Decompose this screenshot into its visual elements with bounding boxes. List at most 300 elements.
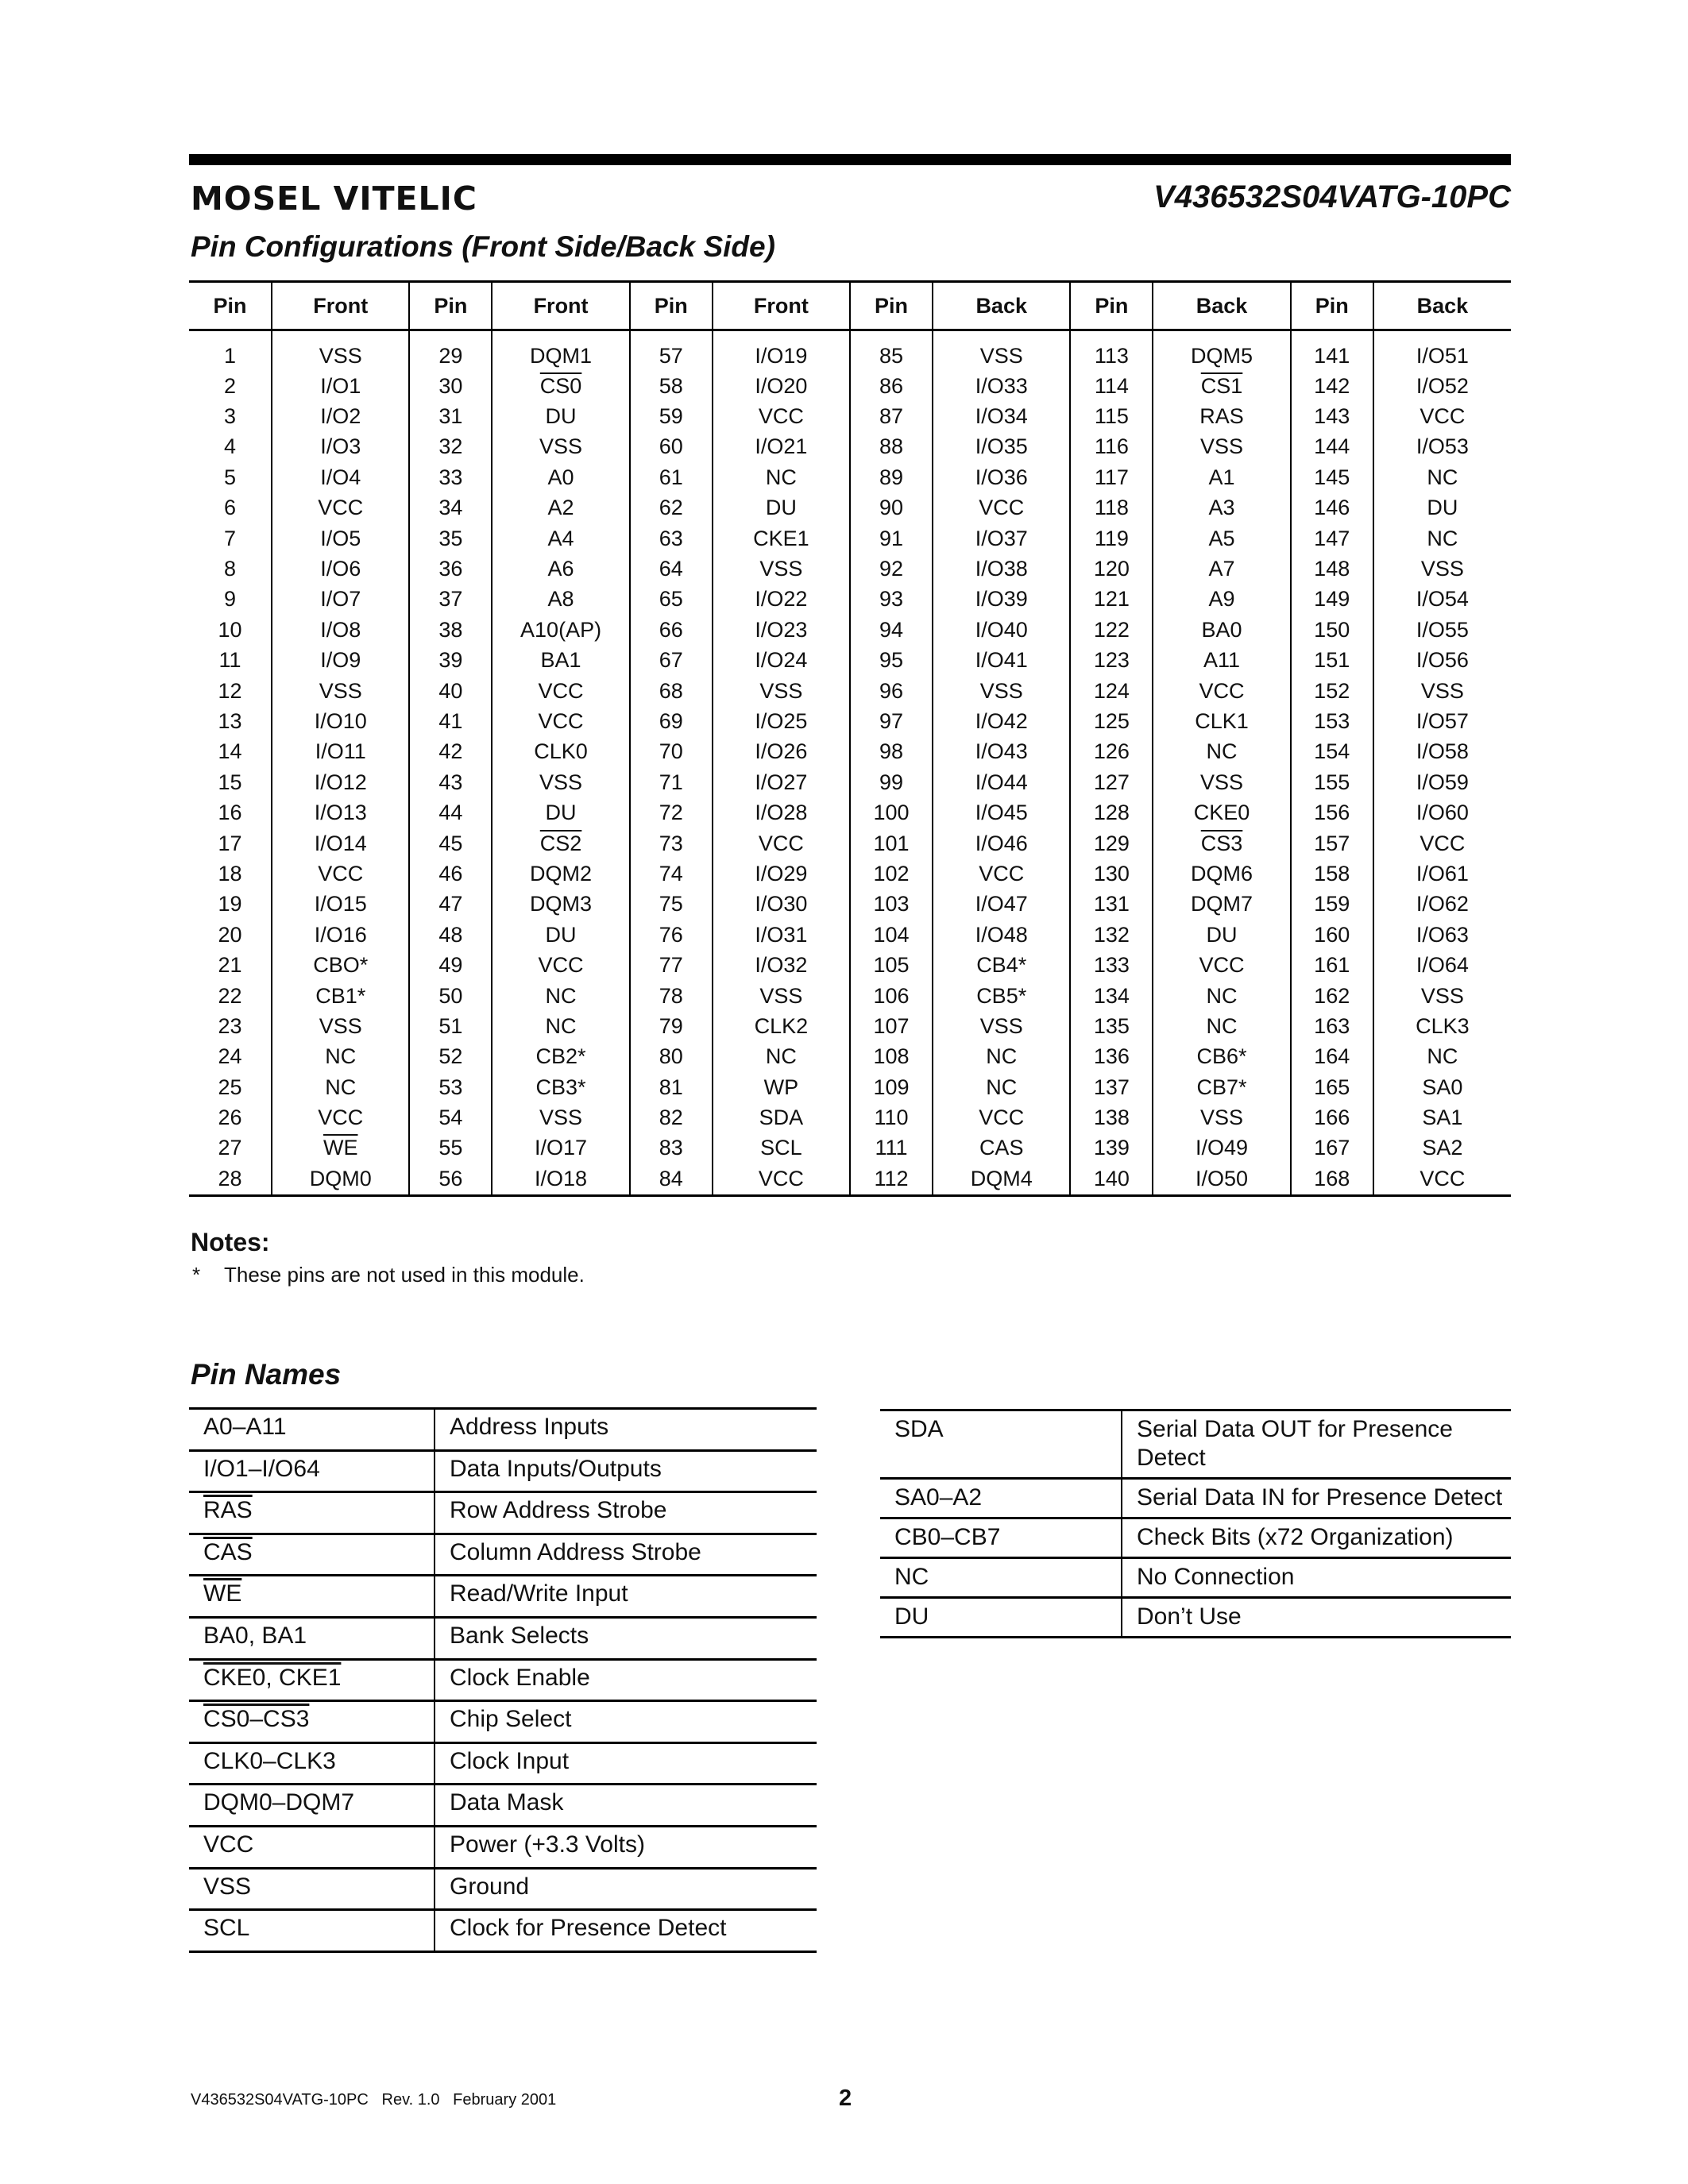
table-row [189, 493, 1511, 523]
pin-number-cell: 41 [409, 706, 492, 736]
pin-signal-cell: CB3* [492, 1072, 629, 1102]
column-header: Front [713, 282, 850, 330]
pin-number-cell: 68 [630, 676, 713, 706]
pin-description-cell: Clock Enable [435, 1659, 817, 1701]
footer-doc-info: V436532S04VATG-10PC Rev. 1.0 February 2001 [191, 2091, 557, 2109]
pin-number-cell: 132 [1070, 920, 1153, 950]
pin-signal-cell: A9 [1153, 585, 1290, 615]
pin-signal-cell: VCC [713, 1163, 850, 1195]
pin-signal-cell: I/O57 [1416, 708, 1469, 733]
pin-name-cell: SDA [880, 1410, 1122, 1479]
pin-signal-cell: I/O18 [492, 1163, 629, 1195]
table-row [189, 523, 1511, 554]
pin-number-cell: 43 [409, 767, 492, 797]
table-row [189, 1785, 817, 1827]
pin-signal-cell: I/O45 [933, 797, 1070, 828]
pin-number-cell: 126 [1070, 737, 1153, 767]
pin-signal-cell: CLK1 [1153, 706, 1290, 736]
pin-number-cell: 81 [630, 1072, 713, 1102]
pin-config-title: Pin Configurations (Front Side/Back Side) [191, 230, 775, 263]
pin-signal-cell: I/O4 [272, 462, 409, 492]
pin-number-cell: 166 [1291, 1102, 1373, 1133]
table-row [880, 1479, 1511, 1518]
pin-number-cell: 103 [850, 889, 933, 920]
pin-signal-cell: A11 [1153, 646, 1290, 676]
pin-name-cell: CB0–CB7 [880, 1518, 1122, 1558]
pin-signal-cell: I/O60 [1416, 801, 1469, 825]
pin-signal-cell: VCC [933, 1102, 1070, 1133]
pin-signal-cell: A1 [1153, 462, 1290, 492]
pin-name-cell: $\overline{CAS}$ [189, 1534, 435, 1576]
pin-number-cell: 66 [630, 615, 713, 645]
pin-description-cell: No Connection [1122, 1558, 1511, 1598]
pin-signal-cell: DQM1 [492, 330, 629, 372]
pin-number-cell: 105 [850, 950, 933, 980]
pin-number-cell: 61 [630, 462, 713, 492]
pin-signal-cell: I/O59 [1416, 770, 1469, 794]
pin-signal-cell: NC [933, 1042, 1070, 1072]
pin-description-cell: Bank Selects [435, 1617, 817, 1659]
pin-signal-cell: A10(AP) [492, 615, 629, 645]
pin-signal-cell: DQM7 [1153, 889, 1290, 920]
pin-number-cell: 137 [1070, 1072, 1153, 1102]
pin-name-cell: CS0–CS3 [189, 1701, 435, 1743]
pin-number-cell: 133 [1070, 950, 1153, 980]
pin-number-cell: 101 [850, 828, 933, 859]
pin-number-cell: 138 [1070, 1102, 1153, 1133]
pin-signal-cell: I/O10 [272, 706, 409, 736]
pin-signal-cell: NC [492, 981, 629, 1011]
pin-number-cell: 12 [189, 676, 272, 706]
column-header: Pin [1291, 282, 1373, 330]
pin-number-cell: 37 [409, 585, 492, 615]
pin-signal-cell: I/O53 [1416, 434, 1469, 459]
table-row [189, 1163, 1511, 1195]
pin-signal-cell: I/O47 [933, 889, 1070, 920]
pin-number-cell: 6 [189, 493, 272, 523]
table-row [189, 585, 1511, 615]
pin-number-cell: 84 [630, 1163, 713, 1195]
pin-number-cell: 15 [189, 767, 272, 797]
pin-name-cell: $\overline{WE}$ [189, 1576, 435, 1618]
pin-signal-cell: DQM4 [933, 1163, 1070, 1195]
pin-signal-cell: WP [713, 1072, 850, 1102]
table-row [189, 767, 1511, 797]
pin-name-cell: VSS [189, 1868, 435, 1910]
pin-number-cell: 17 [189, 828, 272, 859]
pin-signal-cell: NC [713, 462, 850, 492]
pin-number-cell: 97 [850, 706, 933, 736]
pin-name-cell: VCC [189, 1826, 435, 1868]
pin-signal-cell: I/O38 [933, 554, 1070, 584]
pin-number-cell: 145 [1291, 462, 1373, 492]
pin-signal-cell: I/O55 [1416, 617, 1469, 642]
table-row [189, 615, 1511, 645]
pin-signal-cell: VSS [1153, 432, 1290, 462]
column-header: Front [492, 282, 629, 330]
pin-description-cell: Data Inputs/Outputs [435, 1450, 817, 1492]
pin-signal-cell: DQM2 [492, 859, 629, 889]
pin-number-cell: 108 [850, 1042, 933, 1072]
pin-number-cell: 135 [1070, 1011, 1153, 1041]
pin-number-cell: 70 [630, 737, 713, 767]
pin-number-cell: 153 [1291, 706, 1373, 736]
pin-number-cell: 71 [630, 767, 713, 797]
pin-signal-cell: DU [492, 797, 629, 828]
column-header: Front [272, 282, 409, 330]
pin-signal-cell: I/O43 [933, 737, 1070, 767]
pin-number-cell: 3 [189, 401, 272, 431]
pin-number-cell: 18 [189, 859, 272, 889]
pin-number-cell: 59 [630, 401, 713, 431]
pin-signal-cell: I/O21 [713, 432, 850, 462]
pin-number-cell: 39 [409, 646, 492, 676]
pin-name-cell: I/O1–I/O64 [189, 1450, 435, 1492]
pin-names-table-left [189, 1407, 817, 1953]
pin-number-cell: 120 [1070, 554, 1153, 584]
table-row [189, 1868, 817, 1910]
pin-description-cell: Don’t Use [1122, 1598, 1511, 1638]
pin-signal-cell: I/O16 [272, 920, 409, 950]
pin-signal-cell: VSS [713, 981, 850, 1011]
pin-signal-cell: I/O24 [713, 646, 850, 676]
pin-signal-cell: CB1* [272, 981, 409, 1011]
column-header: Back [933, 282, 1070, 330]
pin-number-cell: 14 [189, 737, 272, 767]
pin-number-cell: 90 [850, 493, 933, 523]
pin-signal-cell: I/O62 [1416, 892, 1469, 916]
pin-number-cell: 20 [189, 920, 272, 950]
pin-number-cell: 93 [850, 585, 933, 615]
pin-signal-cell: I/O37 [933, 523, 1070, 554]
pin-signal-cell: RAS [1153, 401, 1290, 431]
pin-number-cell: 72 [630, 797, 713, 828]
pin-number-cell: 44 [409, 797, 492, 828]
pin-number-cell: 47 [409, 889, 492, 920]
pin-signal-cell: A4 [492, 523, 629, 554]
pin-number-cell: 40 [409, 676, 492, 706]
pin-signal-cell: VCC [492, 706, 629, 736]
pin-config-header-row [189, 282, 1511, 330]
pin-signal-cell: I/O23 [713, 615, 850, 645]
pin-signal-cell: VSS [1153, 1102, 1290, 1133]
pin-signal-cell: VSS [492, 1102, 629, 1133]
pin-number-cell: 152 [1291, 676, 1373, 706]
table-row [189, 1450, 817, 1492]
pin-number-cell: 96 [850, 676, 933, 706]
pin-number-cell: 151 [1291, 646, 1373, 676]
pin-name-cell: SA0–A2 [880, 1479, 1122, 1518]
pin-number-cell: 111 [850, 1133, 933, 1163]
pin-number-cell: 156 [1291, 797, 1373, 828]
table-row [189, 646, 1511, 676]
pin-signal-cell: BA1 [492, 646, 629, 676]
pin-number-cell: 53 [409, 1072, 492, 1102]
pin-signal-cell: VSS [713, 554, 850, 584]
pin-number-cell: 94 [850, 615, 933, 645]
pin-number-cell: 100 [850, 797, 933, 828]
pin-number-cell: 161 [1291, 950, 1373, 980]
table-row [880, 1410, 1511, 1479]
pin-number-cell: 123 [1070, 646, 1153, 676]
pin-signal-cell: I/O6 [272, 554, 409, 584]
pin-number-cell: 67 [630, 646, 713, 676]
pin-number-cell: 85 [850, 330, 933, 372]
pin-signal-cell: CS1 [1153, 371, 1290, 401]
pin-number-cell: 116 [1070, 432, 1153, 462]
pin-signal-cell: DQM6 [1153, 859, 1290, 889]
pin-signal-cell: I/O48 [933, 920, 1070, 950]
pin-signal-cell: DU [492, 401, 629, 431]
pin-signal-cell: CB5* [933, 981, 1070, 1011]
pin-number-cell: 55 [409, 1133, 492, 1163]
pin-number-cell: 92 [850, 554, 933, 584]
pin-number-cell: 27 [189, 1133, 272, 1163]
pin-signal-cell: VCC [492, 950, 629, 980]
pin-number-cell: 23 [189, 1011, 272, 1041]
pin-signal-cell: I/O44 [933, 767, 1070, 797]
pin-number-cell: 155 [1291, 767, 1373, 797]
pin-number-cell: 130 [1070, 859, 1153, 889]
pin-signal-cell: VSS [1420, 983, 1464, 1008]
pin-number-cell: 52 [409, 1042, 492, 1072]
pin-signal-cell: I/O7 [272, 585, 409, 615]
pin-number-cell: 112 [850, 1163, 933, 1195]
pin-signal-cell: I/O49 [1153, 1133, 1290, 1163]
table-row [189, 828, 1511, 859]
table-row [189, 859, 1511, 889]
pin-number-cell: 142 [1291, 371, 1373, 401]
pin-number-cell: 73 [630, 828, 713, 859]
pin-signal-cell: A0 [492, 462, 629, 492]
pin-number-cell: 2 [189, 371, 272, 401]
pin-signal-cell: A8 [492, 585, 629, 615]
pin-number-cell: 140 [1070, 1163, 1153, 1195]
table-row [189, 920, 1511, 950]
pin-number-cell: 147 [1291, 523, 1373, 554]
table-row [189, 462, 1511, 492]
pin-signal-cell: VSS [933, 330, 1070, 372]
pin-number-cell: 86 [850, 371, 933, 401]
pin-description-cell: Address Inputs [435, 1409, 817, 1451]
pin-name-cell: DQM0–DQM7 [189, 1785, 435, 1827]
pin-signal-cell: VSS [713, 676, 850, 706]
pin-number-cell: 129 [1070, 828, 1153, 859]
pin-number-cell: 163 [1291, 1011, 1373, 1041]
pin-signal-cell: VCC [1153, 676, 1290, 706]
table-row [189, 1742, 817, 1785]
pin-number-cell: 109 [850, 1072, 933, 1102]
pin-number-cell: 134 [1070, 981, 1153, 1011]
pin-signal-cell: VSS [933, 1011, 1070, 1041]
pin-number-cell: 114 [1070, 371, 1153, 401]
pin-number-cell: 49 [409, 950, 492, 980]
pin-signal-cell: SA0 [1422, 1075, 1463, 1099]
part-number: V436532S04VATG-10PC [1153, 179, 1511, 214]
pin-signal-cell: I/O15 [272, 889, 409, 920]
pin-number-cell: 56 [409, 1163, 492, 1195]
pin-number-cell: 42 [409, 737, 492, 767]
pin-signal-cell: SCL [713, 1133, 850, 1163]
pin-signal-cell: DU [1153, 920, 1290, 950]
pin-number-cell: 128 [1070, 797, 1153, 828]
pin-signal-cell: VSS [492, 767, 629, 797]
pin-signal-cell: I/O42 [933, 706, 1070, 736]
table-row [880, 1558, 1511, 1598]
pin-number-cell: 159 [1291, 889, 1373, 920]
pin-signal-cell: NC [272, 1072, 409, 1102]
pin-signal-cell: I/O2 [272, 401, 409, 431]
pin-signal-cell: I/O22 [713, 585, 850, 615]
pin-number-cell: 77 [630, 950, 713, 980]
pin-signal-cell: NC [1153, 1011, 1290, 1041]
pin-signal-cell: SDA [713, 1102, 850, 1133]
pin-number-cell: 110 [850, 1102, 933, 1133]
table-row [189, 1534, 817, 1576]
pin-number-cell: 115 [1070, 401, 1153, 431]
pin-signal-cell: VCC [713, 828, 850, 859]
pin-number-cell: 35 [409, 523, 492, 554]
table-row [189, 950, 1511, 980]
table-row [189, 1492, 817, 1534]
pin-number-cell: 82 [630, 1102, 713, 1133]
pin-number-cell: 80 [630, 1042, 713, 1072]
table-row [189, 706, 1511, 736]
pin-number-cell: 106 [850, 981, 933, 1011]
pin-signal-cell: NC [272, 1042, 409, 1072]
pin-signal-cell: CB7* [1153, 1072, 1290, 1102]
pin-signal-cell: I/O32 [713, 950, 850, 980]
pin-number-cell: 113 [1070, 330, 1153, 372]
pin-signal-cell: NC [1153, 737, 1290, 767]
pin-number-cell: 121 [1070, 585, 1153, 615]
pin-number-cell: 162 [1291, 981, 1373, 1011]
pin-signal-cell: VSS [272, 330, 409, 372]
pin-signal-cell: I/O64 [1416, 953, 1469, 978]
pin-number-cell: 29 [409, 330, 492, 372]
pin-signal-cell: CKE1 [713, 523, 850, 554]
pin-signal-cell: CAS [933, 1133, 1070, 1163]
pin-signal-cell: CBO* [272, 950, 409, 980]
pin-number-cell: 146 [1291, 493, 1373, 523]
pin-signal-cell: VCC [1420, 404, 1466, 429]
pin-description-cell: Ground [435, 1868, 817, 1910]
pin-number-cell: 118 [1070, 493, 1153, 523]
pin-number-cell: 63 [630, 523, 713, 554]
page-number: 2 [839, 2086, 852, 2111]
pin-number-cell: 158 [1291, 859, 1373, 889]
table-row [189, 1133, 1511, 1163]
table-row [189, 401, 1511, 431]
pin-signal-cell: DQM3 [492, 889, 629, 920]
table-row [189, 737, 1511, 767]
pin-number-cell: 16 [189, 797, 272, 828]
pin-signal-cell: BA0 [1153, 615, 1290, 645]
pin-signal-cell: DU [1427, 496, 1458, 520]
pin-signal-cell: I/O61 [1416, 861, 1469, 886]
pin-signal-cell: I/O30 [713, 889, 850, 920]
pin-number-cell: 160 [1291, 920, 1373, 950]
pin-signal-cell: VCC [933, 493, 1070, 523]
table-row [189, 1102, 1511, 1133]
column-header: Back [1373, 282, 1511, 330]
pin-number-cell: 65 [630, 585, 713, 615]
pin-number-cell: 149 [1291, 585, 1373, 615]
pin-number-cell: 78 [630, 981, 713, 1011]
pin-number-cell: 89 [850, 462, 933, 492]
pin-number-cell: 79 [630, 1011, 713, 1041]
pin-signal-cell: CLK3 [1416, 1013, 1470, 1038]
pin-signal-cell: I/O9 [272, 646, 409, 676]
pin-signal-cell: I/O27 [713, 767, 850, 797]
table-row [189, 1659, 817, 1701]
pin-number-cell: 164 [1291, 1042, 1373, 1072]
pin-number-cell: 107 [850, 1011, 933, 1041]
pin-description-cell: Column Address Strobe [435, 1534, 817, 1576]
pin-number-cell: 165 [1291, 1072, 1373, 1102]
pin-signal-cell: VSS [933, 676, 1070, 706]
pin-signal-cell: SA2 [1422, 1136, 1463, 1160]
pin-signal-cell: I/O5 [272, 523, 409, 554]
pin-number-cell: 98 [850, 737, 933, 767]
table-row [189, 432, 1511, 462]
pin-number-cell: 4 [189, 432, 272, 462]
column-header: Back [1153, 282, 1290, 330]
header-rule [189, 154, 1511, 165]
pin-signal-cell: I/O20 [713, 371, 850, 401]
pin-number-cell: 154 [1291, 737, 1373, 767]
pin-signal-cell: I/O17 [492, 1133, 629, 1163]
pin-signal-cell: I/O63 [1416, 922, 1469, 947]
pin-signal-cell: I/O29 [713, 859, 850, 889]
pin-number-cell: 1 [189, 330, 272, 372]
pin-signal-cell: NC [1427, 526, 1458, 550]
pin-number-cell: 50 [409, 981, 492, 1011]
pin-number-cell: 167 [1291, 1133, 1373, 1163]
pin-signal-cell: I/O3 [272, 432, 409, 462]
note-text: These pins are not used in this module. [224, 1263, 585, 1287]
pin-number-cell: 119 [1070, 523, 1153, 554]
pin-number-cell: 22 [189, 981, 272, 1011]
table-row [189, 330, 1511, 372]
table-row [189, 797, 1511, 828]
pin-signal-cell: VCC [713, 401, 850, 431]
table-row [189, 554, 1511, 584]
pin-signal-cell: A2 [492, 493, 629, 523]
pin-signal-cell: CB4* [933, 950, 1070, 980]
pin-signal-cell: I/O26 [713, 737, 850, 767]
pin-description-cell: Clock for Presence Detect [435, 1910, 817, 1952]
pin-signal-cell: DQM5 [1153, 330, 1290, 372]
pin-signal-cell: VSS [272, 1011, 409, 1041]
table-row [189, 1409, 817, 1451]
table-row [189, 676, 1511, 706]
pin-number-cell: 24 [189, 1042, 272, 1072]
pin-number-cell: 127 [1070, 767, 1153, 797]
pin-signal-cell: I/O35 [933, 432, 1070, 462]
pin-number-cell: 139 [1070, 1133, 1153, 1163]
table-row [189, 889, 1511, 920]
table-row [189, 1826, 817, 1868]
pin-signal-cell: VSS [1420, 678, 1464, 703]
pin-name-cell: $\overline{RAS}$ [189, 1492, 435, 1534]
pin-signal-cell: NC [1153, 981, 1290, 1011]
pin-signal-cell: VCC [1420, 831, 1466, 855]
pin-number-cell: 91 [850, 523, 933, 554]
pin-number-cell: 5 [189, 462, 272, 492]
pin-signal-cell: I/O14 [272, 828, 409, 859]
pin-number-cell: 13 [189, 706, 272, 736]
